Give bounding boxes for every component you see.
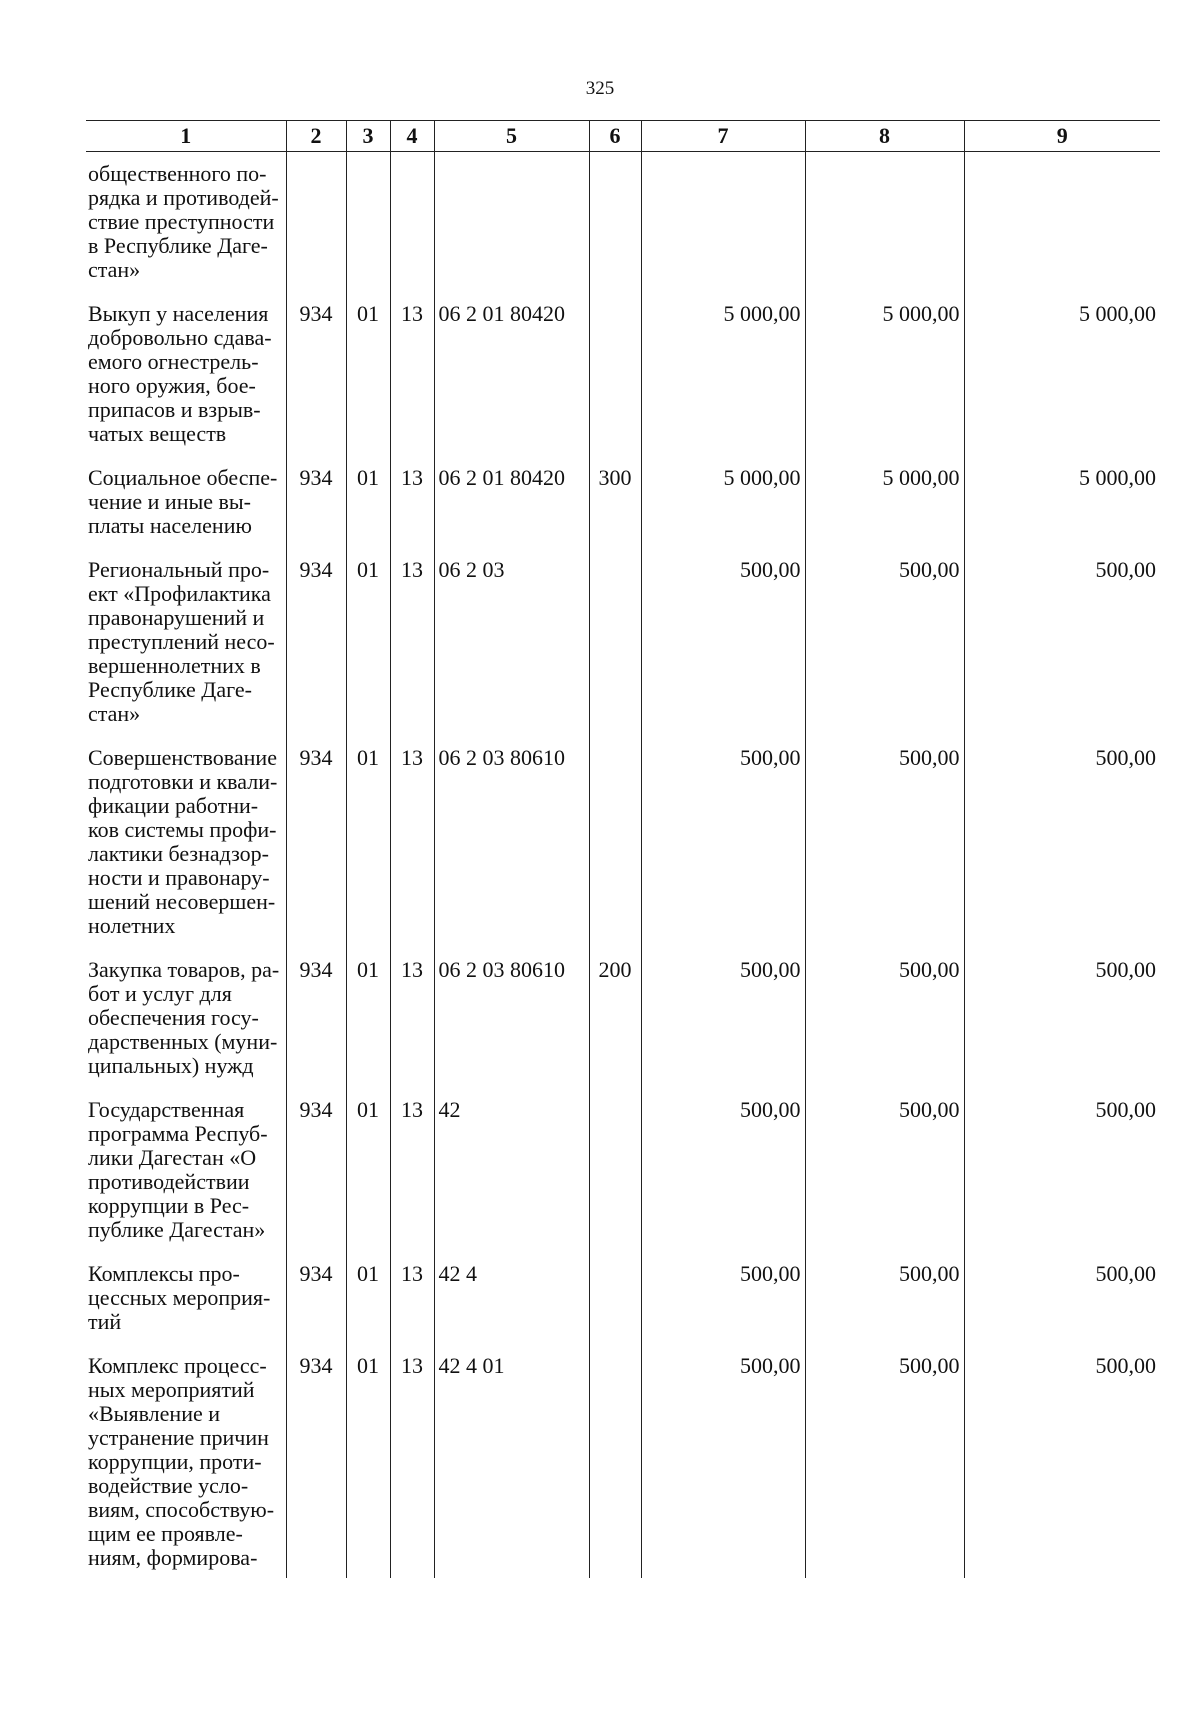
amount-year3-cell: 500,00: [964, 1348, 1160, 1578]
expense-type-cell: [589, 1348, 641, 1578]
amount-year1-cell: 500,00: [641, 1256, 805, 1348]
subsection-cell: 13: [390, 552, 434, 740]
table-body: [86, 152, 1160, 1579]
table-row: [86, 152, 1160, 297]
amount-year2-cell: 500,00: [805, 1348, 964, 1578]
amount-year2-cell: 500,00: [805, 740, 964, 952]
amount-year2-cell: 500,00: [805, 1092, 964, 1256]
amount-year1-cell: 500,00: [641, 552, 805, 740]
admin-code-cell: 934: [286, 1256, 346, 1348]
budget-table: [86, 120, 1160, 1578]
row-name-cell: Региональный про- ект «Профилактика правонарушений и преступлений несо- вершеннолетних в Республике Даге- стан»: [88, 557, 275, 726]
section-cell: 01: [346, 1348, 390, 1578]
expense-type-cell: [589, 1092, 641, 1256]
table-row: [86, 460, 1160, 552]
target-article-cell: 06 2 03 80610: [434, 740, 589, 952]
admin-code-cell: 934: [286, 1092, 346, 1256]
header-cell-3: 3: [346, 121, 390, 152]
subsection-cell: 13: [390, 296, 434, 460]
section-cell: 01: [346, 552, 390, 740]
table-row: [86, 740, 1160, 952]
table-row: [86, 296, 1160, 460]
section-cell: 01: [346, 1092, 390, 1256]
subsection-cell: [390, 152, 434, 297]
row-name-cell: Совершенствование подготовки и квали- фикации работни- ков системы профи- лактики безнадзор- ности и правонару- шений несовершен- нолетних: [88, 745, 278, 938]
amount-year3-cell: 500,00: [964, 1092, 1160, 1256]
amount-year3-cell: 500,00: [964, 1256, 1160, 1348]
amount-year1-cell: 5 000,00: [641, 460, 805, 552]
expense-type-cell: [589, 152, 641, 297]
header-cell-2: 2: [286, 121, 346, 152]
admin-code-cell: 934: [286, 552, 346, 740]
header-cell-9: 9: [964, 121, 1160, 152]
subsection-cell: 13: [390, 1092, 434, 1256]
row-name-cell: Комплексы про- цессных мероприя- тий: [88, 1261, 271, 1334]
amount-year3-cell: [964, 152, 1160, 297]
amount-year3-cell: 500,00: [964, 552, 1160, 740]
row-name-cell: Государственная программа Респуб- лики Дагестан «О противодействии коррупции в Рес- публике Дагестан»: [88, 1097, 268, 1242]
target-article-cell: 06 2 01 80420: [434, 296, 589, 460]
header-cell-6: 6: [589, 121, 641, 152]
section-cell: 01: [346, 740, 390, 952]
amount-year3-cell: 5 000,00: [964, 296, 1160, 460]
expense-type-cell: 300: [589, 460, 641, 552]
admin-code-cell: [286, 152, 346, 297]
row-name-cell: Комплекс процесс- ных мероприятий «Выявление и устранение причин коррупции, проти- водействие усло- виям, способствую- щим ее проявле- ниям, формирова-: [88, 1353, 275, 1570]
amount-year1-cell: 5 000,00: [641, 296, 805, 460]
section-cell: 01: [346, 1256, 390, 1348]
section-cell: 01: [346, 952, 390, 1092]
target-article-cell: [434, 152, 589, 297]
amount-year2-cell: 5 000,00: [805, 296, 964, 460]
amount-year3-cell: 500,00: [964, 952, 1160, 1092]
amount-year3-cell: 5 000,00: [964, 460, 1160, 552]
table-row: [86, 1092, 1160, 1256]
expense-type-cell: [589, 552, 641, 740]
subsection-cell: 13: [390, 460, 434, 552]
amount-year3-cell: 500,00: [964, 740, 1160, 952]
admin-code-cell: 934: [286, 296, 346, 460]
admin-code-cell: 934: [286, 740, 346, 952]
row-name-cell: общественного по- рядка и противодей- ствие преступности в Республике Даге- стан»: [88, 161, 279, 282]
expense-type-cell: [589, 296, 641, 460]
table-row: [86, 952, 1160, 1092]
expense-type-cell: 200: [589, 952, 641, 1092]
admin-code-cell: 934: [286, 952, 346, 1092]
subsection-cell: 13: [390, 1348, 434, 1578]
section-cell: 01: [346, 460, 390, 552]
target-article-cell: 42 4 01: [434, 1348, 589, 1578]
expense-type-cell: [589, 1256, 641, 1348]
amount-year2-cell: 500,00: [805, 552, 964, 740]
row-name-cell: Социальное обеспе- чение и иные вы- платы населению: [88, 465, 278, 538]
header-row: [86, 121, 1160, 152]
amount-year1-cell: 500,00: [641, 1092, 805, 1256]
target-article-cell: 42 4: [434, 1256, 589, 1348]
target-article-cell: 06 2 03 80610: [434, 952, 589, 1092]
section-cell: [346, 152, 390, 297]
expense-type-cell: [589, 740, 641, 952]
table-row: [86, 1348, 1160, 1578]
amount-year1-cell: 500,00: [641, 952, 805, 1092]
amount-year2-cell: 500,00: [805, 1256, 964, 1348]
header-cell-1: 1: [86, 121, 286, 152]
target-article-cell: 06 2 03: [434, 552, 589, 740]
table-row: [86, 552, 1160, 740]
page-number: 325: [585, 78, 615, 99]
section-cell: 01: [346, 296, 390, 460]
amount-year1-cell: 500,00: [641, 1348, 805, 1578]
admin-code-cell: 934: [286, 1348, 346, 1578]
admin-code-cell: 934: [286, 460, 346, 552]
subsection-cell: 13: [390, 952, 434, 1092]
row-name-cell: Закупка товаров, ра- бот и услуг для обеспечения госу- дарственных (муни- ципальных) нужд: [88, 957, 280, 1078]
amount-year2-cell: 500,00: [805, 952, 964, 1092]
amount-year1-cell: [641, 152, 805, 297]
amount-year2-cell: 5 000,00: [805, 460, 964, 552]
amount-year1-cell: 500,00: [641, 740, 805, 952]
subsection-cell: 13: [390, 1256, 434, 1348]
header-cell-4: 4: [390, 121, 434, 152]
header-cell-5: 5: [434, 121, 589, 152]
amount-year2-cell: [805, 152, 964, 297]
table-row: [86, 1256, 1160, 1348]
header-cell-8: 8: [805, 121, 964, 152]
target-article-cell: 42: [434, 1092, 589, 1256]
target-article-cell: 06 2 01 80420: [434, 460, 589, 552]
subsection-cell: 13: [390, 740, 434, 952]
row-name-cell: Выкуп у населения добровольно сдава- емого огнестрель- ного оружия, бое- припасов и взрыв- чатых веществ: [88, 301, 272, 446]
header-cell-7: 7: [641, 121, 805, 152]
